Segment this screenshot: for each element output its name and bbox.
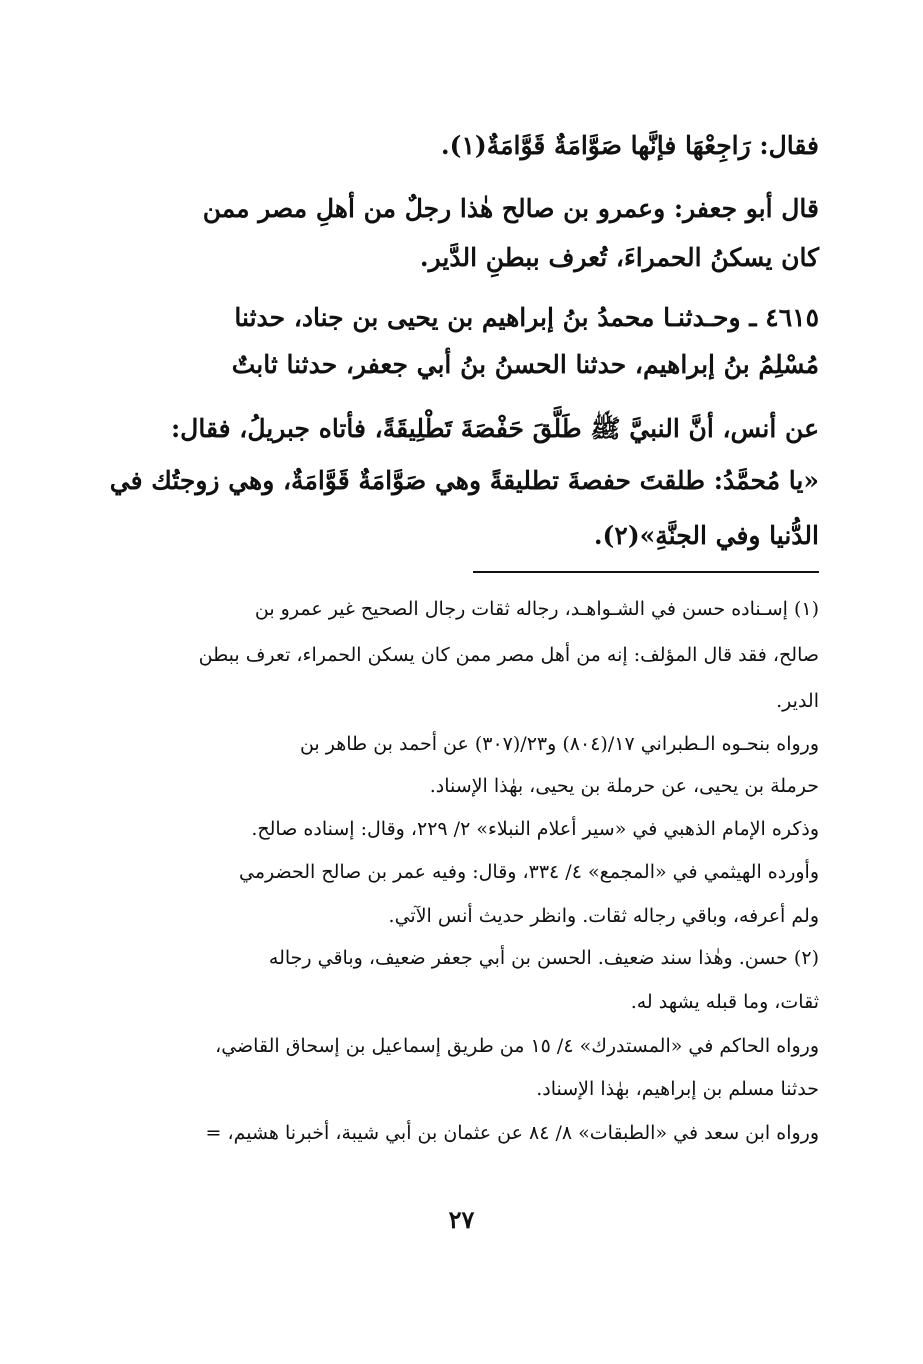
footnote-line: الدير. xyxy=(776,690,819,712)
main-line: الدُّنيا وفي الجنَّةِ»(٢). xyxy=(593,521,819,550)
footnote-line: وذكره الإمام الذهبي في «سير أعلام النبلاء» ٢/ ٢٢٩، وقال: إسناده صالح. xyxy=(251,818,819,840)
footnote-line: ورواه الحاكم في «المستدرك» ٤/ ١٥ من طريق إسماعيل بن إسحاق القاضي، xyxy=(215,1035,819,1057)
footnote-line: (٢) حسن. وهٰذا سند ضعيف. الحسن بن أبي جعفر ضعيف، وباقي رجاله xyxy=(268,947,819,969)
footnote-line: حرملة بن يحيى، عن حرملة بن يحيى، بهٰذا الإسناد. xyxy=(429,775,819,797)
footnote-line: ثقات، وما قبله يشهد له. xyxy=(630,991,819,1013)
main-line: «يا مُحمَّدُ: طلقتَ حفصةَ تطليقةً وهي صَوَّامَةٌ قَوَّامَةٌ، وهي زوجتُك في xyxy=(109,466,819,495)
footnote-line: صالح، فقد قال المؤلف: إنه من أهل مصر ممن كان يسكن الحمراء، تعرف ببطن xyxy=(198,644,819,666)
main-line: عن أنس، أنَّ النبيَّ ﷺ طَلَّقَ حَفْصَةَ تَطْلِيقَةً، فأتاه جبريلُ، فقال: xyxy=(170,414,819,443)
footnote-separator xyxy=(473,571,819,573)
main-line: كان يسكنُ الحمراءَ، تُعرف ببطنِ الدَّير. xyxy=(419,243,819,272)
footnote-line: (١) إسـناده حسن في الشـواهـد، رجاله ثقات رجال الصحيح غير عمرو بن xyxy=(254,598,819,620)
main-line: مُسْلِمُ بنُ إبراهيم، حدثنا الحسنُ بنُ أبي جعفر، حدثنا ثابتٌ xyxy=(231,350,819,379)
footnote-line: ورواه ابن سعد في «الطبقات» ٨/ ٨٤ عن عثمان بن أبي شيبة، أخبرنا هشيم، = xyxy=(205,1122,819,1144)
main-line: فقال: رَاجِعْهَا فإنَّها صَوَّامَةٌ قَوَّامَةٌ(١). xyxy=(440,131,819,160)
footnote-line: وأورده الهيثمي في «المجمع» ٤/ ٣٣٤، وقال: وفيه عمر بن صالح الحضرمي xyxy=(238,861,819,883)
main-line: ٤٦١٥ ـ وحـدثنـا محمدُ بنُ إبراهيم بن يحيى بن جناد، حدثنا xyxy=(234,303,819,332)
main-line: قال أبو جعفر: وعمرو بن صالح هٰذا رجلٌ من أهلِ مصر ممن xyxy=(202,194,819,223)
footnote-line: حدثنا مسلم بن إبراهيم، بهٰذا الإسناد. xyxy=(536,1078,819,1100)
footnote-line: ولم أعرفه، وباقي رجاله ثقات. وانظر حديث أنس الآتي. xyxy=(388,905,819,927)
page-number: ٢٧ xyxy=(448,1205,475,1234)
footnote-line: ورواه بنحـوه الـطبراني ١٧/(٨٠٤) و٢٣/(٣٠٧) عن أحمد بن طاهر بن xyxy=(299,733,819,755)
